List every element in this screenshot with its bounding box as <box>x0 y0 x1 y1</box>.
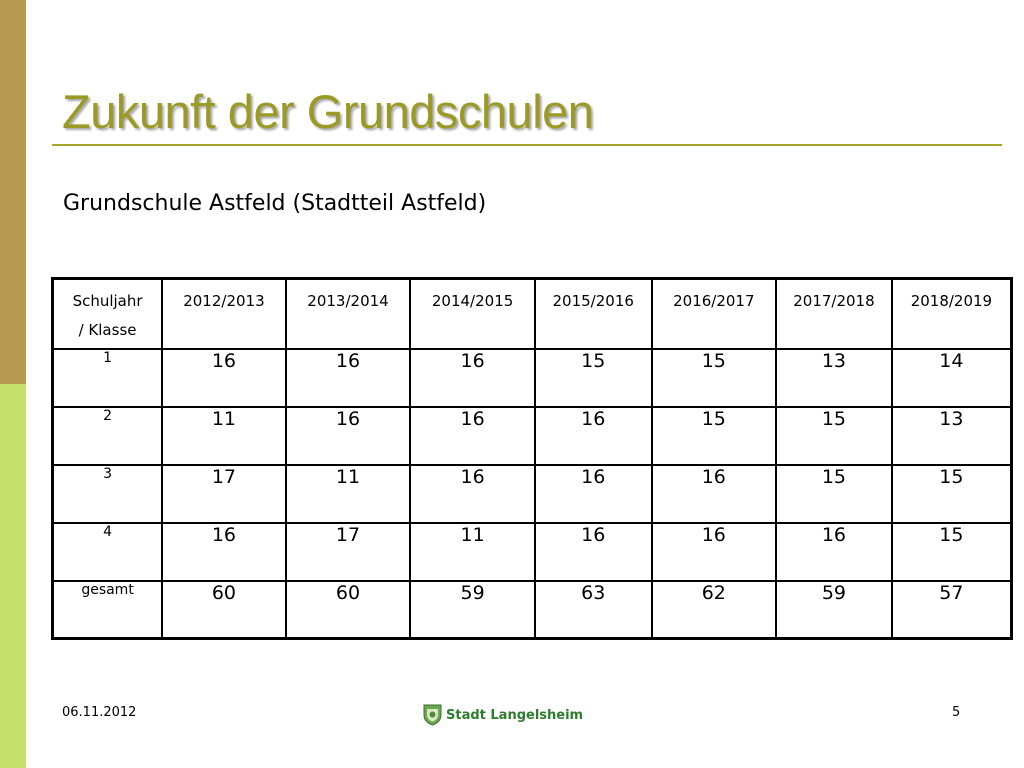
table-cell: 62 <box>652 581 777 639</box>
table-cell: 15 <box>652 349 777 407</box>
table-cell: 17 <box>162 465 286 523</box>
table-cell: 16 <box>652 523 777 581</box>
table-cell: 16 <box>776 523 892 581</box>
table-cell: 15 <box>652 407 777 465</box>
table-cell: 11 <box>162 407 286 465</box>
logo-text: Stadt Langelsheim <box>446 707 584 723</box>
table-header-row <box>53 279 1012 349</box>
table-cell: 11 <box>286 465 411 523</box>
table-cell: 11 <box>410 523 535 581</box>
table-cell: 16 <box>410 349 535 407</box>
table-cell: 16 <box>652 465 777 523</box>
header-year: 2017/2018 <box>776 279 892 349</box>
table-cell: 16 <box>162 349 286 407</box>
header-year: 2014/2015 <box>410 279 535 349</box>
table-cell: 15 <box>892 523 1012 581</box>
slide-subtitle: Grundschule Astfeld (Stadtteil Astfeld) <box>63 191 487 216</box>
row-label: 4 <box>53 523 163 581</box>
header-year: 2016/2017 <box>652 279 777 349</box>
footer-logo <box>423 704 583 726</box>
table-cell: 60 <box>286 581 411 639</box>
table-cell: 15 <box>535 349 652 407</box>
header-year: 2018/2019 <box>892 279 1012 349</box>
table-cell: 16 <box>286 407 411 465</box>
sidebar-accent-top <box>0 0 26 384</box>
table-row <box>53 349 1012 407</box>
header-year: 2012/2013 <box>162 279 286 349</box>
slide-title: Zukunft der Grundschulen <box>62 85 594 138</box>
table-cell: 59 <box>410 581 535 639</box>
table-cell: 16 <box>162 523 286 581</box>
row-label: 1 <box>53 349 163 407</box>
table-cell: 63 <box>535 581 652 639</box>
table-row <box>53 523 1012 581</box>
page-number: 5 <box>952 705 961 720</box>
footer-date: 06.11.2012 <box>62 705 137 720</box>
header-year: 2015/2016 <box>535 279 652 349</box>
header-line-klasse: / Klasse <box>78 321 137 339</box>
row-label: 3 <box>53 465 163 523</box>
table-cell: 13 <box>892 407 1012 465</box>
sidebar-accent-bottom <box>0 384 26 768</box>
header-line-schuljahr: Schuljahr <box>72 292 143 310</box>
header-year: 2013/2014 <box>286 279 411 349</box>
table-cell: 17 <box>286 523 411 581</box>
table-cell: 16 <box>410 407 535 465</box>
table-row <box>53 407 1012 465</box>
table-cell: 16 <box>410 465 535 523</box>
table-cell: 15 <box>776 407 892 465</box>
title-underline <box>52 144 1002 146</box>
table-cell: 16 <box>286 349 411 407</box>
header-schuljahr-klasse <box>53 279 163 349</box>
table-row <box>53 465 1012 523</box>
table-cell: 15 <box>776 465 892 523</box>
enrollment-table <box>51 277 1013 640</box>
table-cell: 13 <box>776 349 892 407</box>
table-cell: 16 <box>535 407 652 465</box>
table-cell: 59 <box>776 581 892 639</box>
table-cell: 14 <box>892 349 1012 407</box>
table-cell: 16 <box>535 465 652 523</box>
table-row-total <box>53 581 1012 639</box>
row-label: gesamt <box>53 581 163 639</box>
table-cell: 16 <box>535 523 652 581</box>
table-cell: 15 <box>892 465 1012 523</box>
table-cell: 57 <box>892 581 1012 639</box>
table-cell: 60 <box>162 581 286 639</box>
row-label: 2 <box>53 407 163 465</box>
coat-of-arms-icon <box>423 704 442 726</box>
